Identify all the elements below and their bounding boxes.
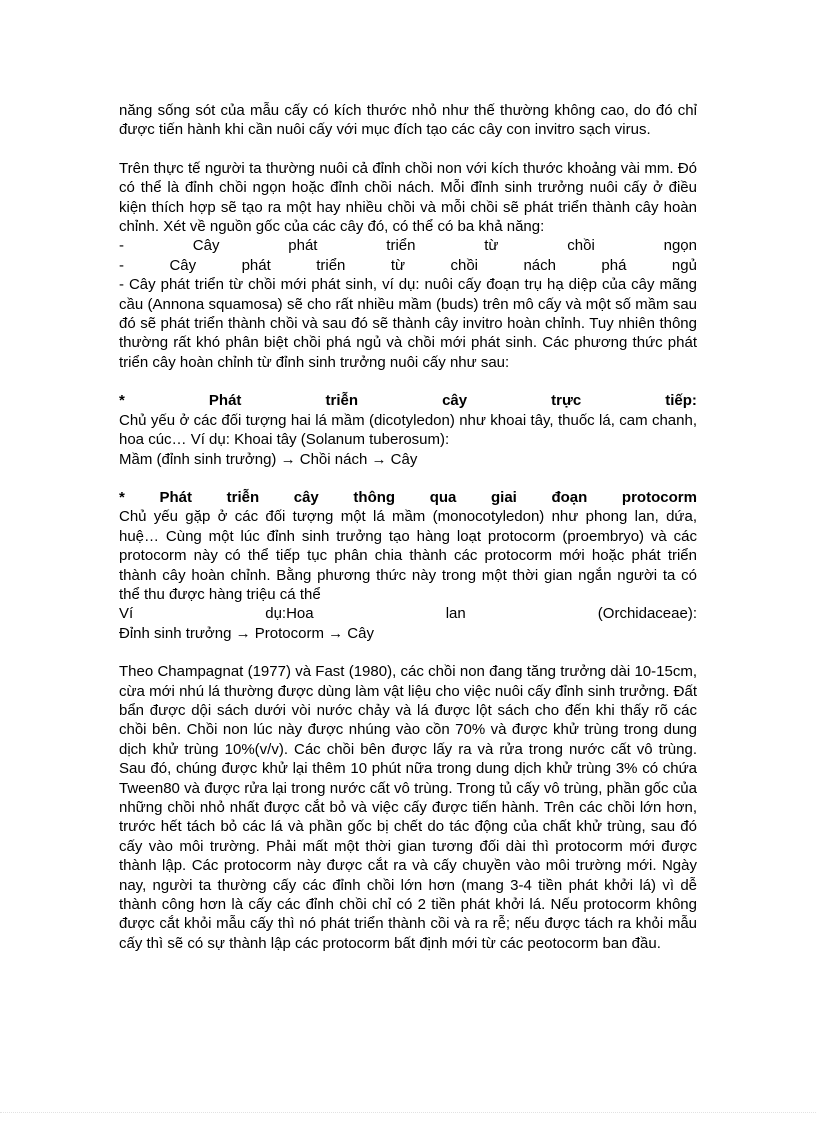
origin-option-terminal-bud: - Cây phát triển từ chồi ngọn xyxy=(119,237,697,255)
page-bottom-divider xyxy=(0,1112,816,1113)
flow-direct-development: Mầm (đỉnh sinh trưởng) → Chồi nách → Cây xyxy=(119,450,418,468)
flow-protocorm-development: Đỉnh sinh trưởng → Protocorm → Cây xyxy=(119,624,374,642)
paragraph-gap xyxy=(119,469,697,488)
paragraph-origin: Trên thực tế người ta thường nuôi cả đỉnh chồi non với kích thước khoảng vài mm. Đó có thể là đỉnh chồi ngọn hoặc đỉnh chồi nách. Mỗi đỉnh sinh trưởng nuôi cấy ở điều kiện thích hợp sẽ tạo ra một hay nhiều chồi và mỗi chồi sẽ phát triển thành cây hoàn chỉnh. Xét về nguồn gốc của các cây đó, có thể có ba khả năng: xyxy=(119,159,697,236)
section-heading-direct-development: * Phát triễn cây trực tiếp: xyxy=(119,392,697,410)
paragraph-intro: năng sống sót của mẫu cấy có kích thước nhỏ như thế thường không cao, do đó chỉ được tiến hành khi cần nuôi cấy với mục đích tạo các cây con invitro sạch virus. xyxy=(119,102,697,139)
paragraph-gap xyxy=(119,372,697,391)
document-page xyxy=(119,101,697,953)
paragraph-gap xyxy=(119,140,697,159)
origin-option-adventitious-bud: - Cây phát triển từ chồi mới phát sinh, ví dụ: nuôi cấy đoạn trụ hạ diệp của cây mãng cầu (Annona squamosa) sẽ cho rất nhiều mầm (buds) trên mô cấy và một số mầm sau đó sẽ phát triển thành chồi và sau đó sẽ thành cây invitro hoàn chỉnh. Tuy nhiên thông thường rất khó phân biệt chồi phá ngủ và chồi mới phát sinh. Các phương thức phát triển cây hoàn chỉnh từ đỉnh sinh trưởng nuôi cấy như sau: xyxy=(119,276,697,371)
origin-option-axillary-bud: - Cây phát triển từ chồi nách phá ngủ xyxy=(119,256,697,274)
paragraph-gap xyxy=(119,643,697,662)
section-body-direct-development: Chủ yếu ở các đối tượng hai lá mầm (dicotyledon) như khoai tây, thuốc lá, cam chanh, hoa cúc… Ví dụ: Khoai tây (Solanum tuberosum): xyxy=(119,411,697,449)
paragraph-procedure: Theo Champagnat (1977) và Fast (1980), các chồi non đang tăng trưởng dài 10-15cm, cừa mới nhú lá thường được dùng làm vật liệu cho việc nuôi cấy đỉnh sinh trưởng. Đất bẩn được dội sách dưới vòi nước chảy và lá được lột sách cho đến khi thấy rõ các chồi bên. Chồi non lúc này được nhúng vào cồn 70% và được khử trùng trong dung dịch khử trùng 10%(v/v). Các chồi bên được lấy ra và rửa trong nước cất vô trùng. Sau đó, chúng được khử lại thêm 10 phút nữa trong dung dịch khử trùng 3% có chứa Tween80 và được rửa lại trong nước cất vô trùng. Trong tủ cấy vô trùng, phần gốc của những chồi nhỏ nhất được cắt bỏ và việc cấy được tiến hành. Trên các chồi lớn hơn, trước hết tách bỏ các lá và phần gốc bị chết do tác động của chất khử trùng, sau đó cấy vào môi trường. Phải mất một thời gian tương đối dài thì protocorm mới được thành lập. Các protocorm này được cắt ra và cấy chuyền vào môi trường mới. Ngày nay, người ta thường cấy các đỉnh chồi lớn hơn (mang 3-4 tiền phát khởi lá) vì dễ thành công hơn là cấy các đỉnh chồi chỉ có 2 tiền phát khởi lá. Nếu protocorm không được cắt khỏi mẫu cấy thì nó phát triển thành cồi và ra rễ; nếu được tách ra khỏi mẫu cấy thì sẽ có sự thành lập các protocorm bất định mới từ các peotocorm ban đầu. xyxy=(119,663,697,952)
section-body-protocorm-development: Chủ yếu gặp ở các đối tượng một lá mầm (monocotyledon) như phong lan, dứa, huệ… Cùng một lúc đỉnh sinh trưởng tạo hàng loạt protocorm (proembryo) và các protocorm này có thể tiếp tục phân chia thành các protocorm mới hoặc phát triển thành cây hoàn chỉnh. Bằng phương thức này trong một thời gian ngắn người ta có thể thu được hàng triệu cá thể xyxy=(119,508,697,603)
example-orchid-line: Ví dụ:Hoa lan (Orchidaceae): xyxy=(119,605,697,623)
section-heading-protocorm-development: * Phát triễn cây thông qua giai đoạn protocorm xyxy=(119,488,697,506)
